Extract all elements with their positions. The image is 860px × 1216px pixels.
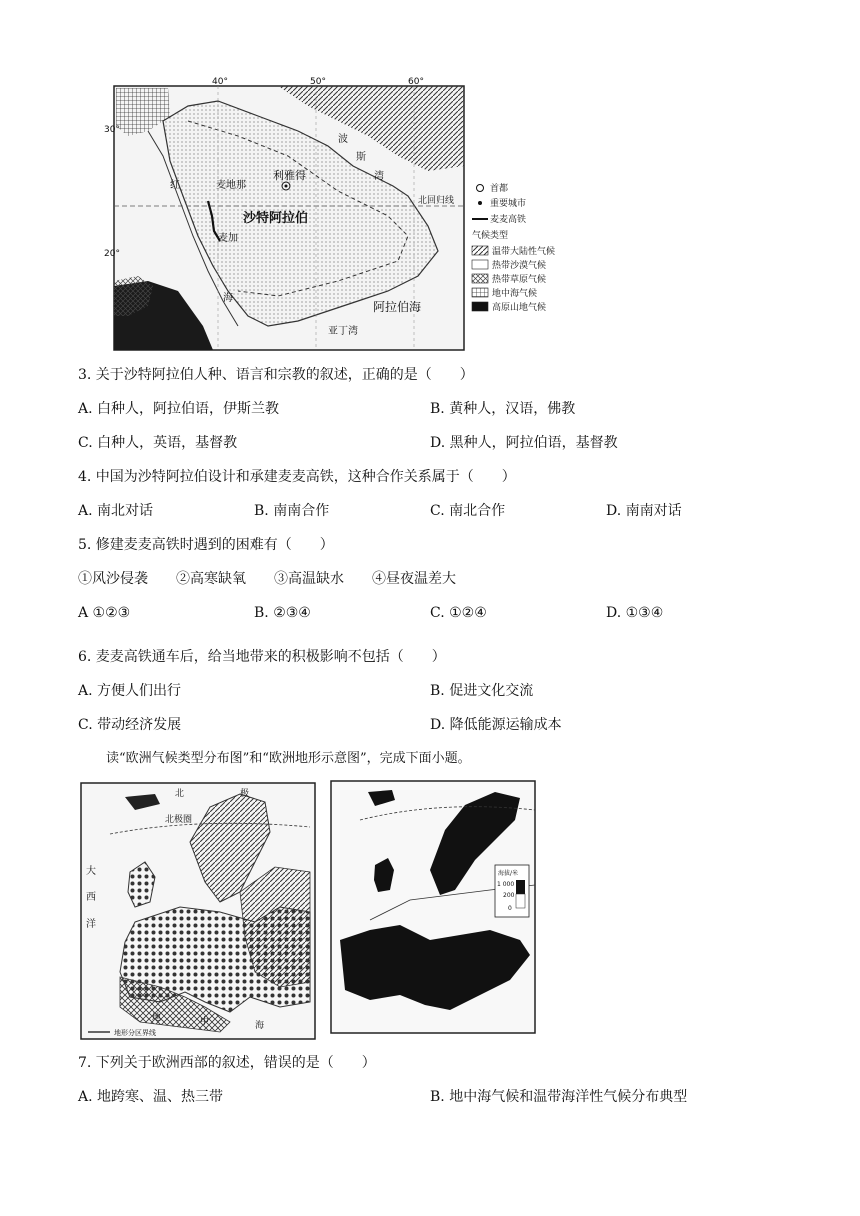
question-6-option-a[interactable]: A. 方便人们出行 <box>78 683 182 699</box>
map3-legend-200: 200 <box>503 892 515 899</box>
lat-label-20: 20° <box>104 249 120 259</box>
legend-climate-title: 气候类型 <box>472 231 509 241</box>
question-4-option-c[interactable]: C. 南北合作 <box>430 503 506 519</box>
lat-label-30: 30° <box>104 125 120 135</box>
legend-climate-0: 温带大陆性气候 <box>492 247 556 257</box>
map3-legend-swatch-low <box>516 894 525 908</box>
question-7-stem: 7. 下列关于欧洲西部的叙述，错误的是（ ） <box>78 1055 376 1071</box>
map3-legend-title: 海拔/米 <box>498 870 519 877</box>
label-arabian-sea: 阿拉伯海 <box>373 300 422 314</box>
europe-climate-map <box>80 782 316 1040</box>
map2-label-da: 大 <box>86 866 96 877</box>
question-3-option-d[interactable]: D. 黑种人，阿拉伯语，基督教 <box>430 435 618 451</box>
lon-label-50: 50° <box>310 77 326 87</box>
label-tropic: 北回归线 <box>418 196 455 206</box>
legend-railway: 麦麦高铁 <box>490 215 527 225</box>
question-7-option-a[interactable]: A. 地跨寒、温、热三带 <box>78 1089 224 1105</box>
label-gulf-a: 波 <box>338 134 348 145</box>
label-red-sea: 红 <box>170 180 180 191</box>
legend-climate-3: 地中海气候 <box>492 289 538 299</box>
question-6-option-b[interactable]: B. 促进文化交流 <box>430 683 534 699</box>
legend-swatch-4 <box>472 302 488 311</box>
lon-label-60: 60° <box>408 77 424 87</box>
intro-text: 读“欧洲气候类型分布图”和“欧洲地形示意图”，完成下面小题。 <box>106 751 471 766</box>
legend-climate-1: 热带沙漠气候 <box>492 261 547 271</box>
legend-swatch-0 <box>472 246 488 255</box>
legend-climate-4: 高原山地气候 <box>492 303 547 313</box>
legend-swatch-1 <box>472 260 488 269</box>
legend-city: 重要城市 <box>490 199 527 209</box>
question-3-option-a[interactable]: A. 白种人，阿拉伯语，伊斯兰教 <box>78 401 280 417</box>
saudi-map-svg <box>104 76 582 354</box>
question-4-option-a[interactable]: A. 南北对话 <box>78 503 154 519</box>
question-6-stem: 6. 麦麦高铁通车后，给当地带来的积极影响不包括（ ） <box>78 649 446 665</box>
label-red-sea-2: 海 <box>223 293 233 304</box>
map2-label-arctic-circle: 北极圈 <box>165 815 193 825</box>
legend-swatch-3 <box>472 288 488 297</box>
map3-legend-1000: 1 000 <box>497 881 515 888</box>
question-4-option-d[interactable]: D. 南南对话 <box>606 503 682 519</box>
question-4-option-b[interactable]: B. 南南合作 <box>254 503 330 519</box>
map2-label-di: 地 <box>152 1013 162 1023</box>
question-6-option-c[interactable]: C. 带动经济发展 <box>78 717 182 733</box>
europe-climate-svg <box>80 782 316 1040</box>
question-5-option-a[interactable]: A ①②③ <box>78 605 131 621</box>
question-3-option-b[interactable]: B. 黄种人，汉语，佛教 <box>430 401 576 417</box>
question-4-stem: 4. 中国为沙特阿拉伯设计和承建麦麦高铁，这种合作关系属于（ ） <box>78 469 516 485</box>
map3-legend-0: 0 <box>508 905 512 912</box>
map3-legend-swatch-high <box>516 880 525 894</box>
map2-boundary-legend: 地形分区界线 <box>114 1029 156 1037</box>
question-5-option-c[interactable]: C. ①②④ <box>430 605 487 621</box>
question-5-items: ①风沙侵袭 ②高寒缺氧 ③高温缺水 ④昼夜温差大 <box>78 571 456 587</box>
map2-label-hai: 海 <box>255 1021 265 1031</box>
label-gulf-b: 斯 <box>356 152 366 163</box>
map1-capital-dot <box>285 185 288 188</box>
lon-label-40: 40° <box>212 77 228 87</box>
question-7-option-b[interactable]: B. 地中海气候和温带海洋性气候分布典型 <box>430 1089 688 1105</box>
label-saudi: 沙特阿拉伯 <box>243 211 309 226</box>
question-5-option-d[interactable]: D. ①③④ <box>606 605 664 621</box>
map2-label-north: 北 <box>175 789 185 799</box>
label-mecca: 麦加 <box>218 233 238 244</box>
map2-label-xi: 西 <box>86 892 96 903</box>
map2-label-zhong: 中 <box>200 1017 210 1027</box>
question-5-stem: 5. 修建麦麦高铁时遇到的困难有（ ） <box>78 537 334 553</box>
label-gulf-c: 湾 <box>374 171 384 182</box>
saudi-map <box>104 76 582 354</box>
question-3-option-c[interactable]: C. 白种人，英语，基督教 <box>78 435 238 451</box>
label-riyadh: 利雅得 <box>273 169 306 182</box>
legend-city-icon <box>478 201 482 205</box>
question-3-stem: 3. 关于沙特阿拉伯人种、语言和宗教的叙述，正确的是（ ） <box>78 367 474 383</box>
europe-terrain-map <box>330 780 536 1034</box>
legend-capital-icon <box>477 185 484 192</box>
map2-label-yang: 洋 <box>86 919 96 930</box>
europe-terrain-svg <box>330 780 536 1034</box>
map2-label-pole: 极 <box>240 789 250 799</box>
question-5-option-b[interactable]: B. ②③④ <box>254 605 311 621</box>
label-medina: 麦地那 <box>216 180 246 191</box>
legend-climate-2: 热带草原气候 <box>492 275 547 285</box>
legend-swatch-2 <box>472 274 488 283</box>
legend-capital: 首都 <box>490 184 509 194</box>
question-6-option-d[interactable]: D. 降低能源运输成本 <box>430 717 562 733</box>
label-gulf-aden: 亚丁湾 <box>328 326 358 337</box>
